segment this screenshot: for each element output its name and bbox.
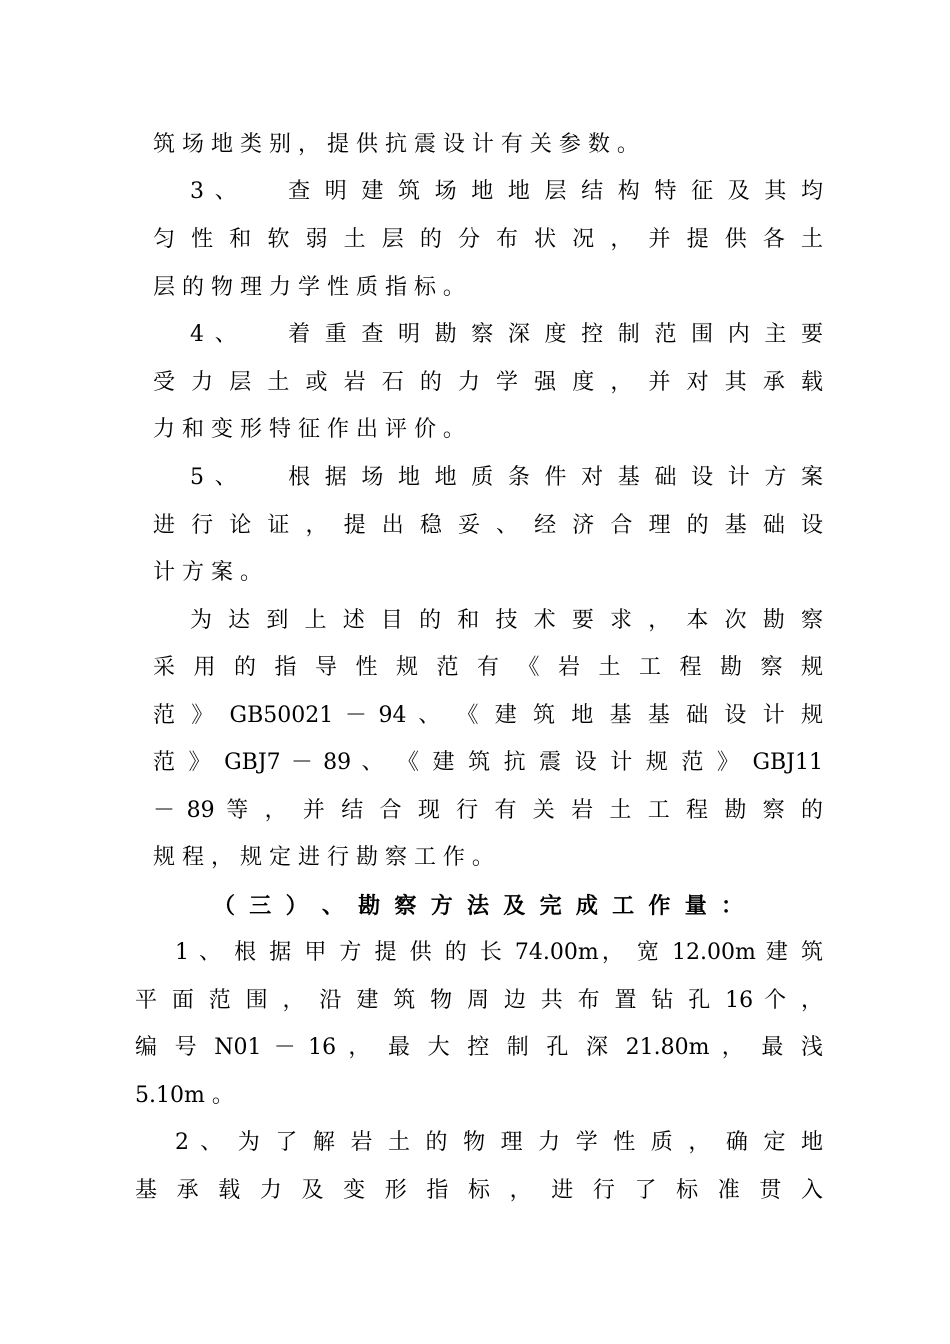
section-heading: （ 三 ） 、 勘 察 方 法 及 完 成 工 作 量 ： <box>213 893 743 919</box>
text-line: 计 方 案 。 <box>153 560 262 585</box>
text-line: 平 面 范 围 ， 沿 建 筑 物 周 边 共 布 置 钻 孔 16 个 ， <box>135 988 823 1013</box>
text-line: 编 号 N01 － 16 ， 最 大 控 制 孔 深 21.80m ， 最 浅 <box>135 1035 823 1060</box>
text-line: 基 承 载 力 及 变 形 指 标 ， 进 行 了 标 准 贯 入 <box>135 1178 823 1203</box>
text-line: 范 》 GB50021 － 94 、 《 建 筑 地 基 基 础 设 计 规 <box>153 703 823 728</box>
text-line: 匀 性 和 软 弱 土 层 的 分 布 状 况 ， 并 提 供 各 土 <box>153 227 823 252</box>
text-line: 受 力 层 土 或 岩 石 的 力 学 强 度 ， 并 对 其 承 载 <box>153 370 823 395</box>
text-line: 5.10m 。 <box>135 1083 234 1108</box>
text-line: 2 、 为 了 解 岩 土 的 物 理 力 学 性 质 ， 确 定 地 <box>175 1130 823 1155</box>
text-line: － 89 等 ， 并 结 合 现 行 有 关 岩 土 工 程 勘 察 的 <box>153 798 823 823</box>
text-line: 力 和 变 形 特 征 作 出 评 价 。 <box>153 417 465 442</box>
text-line: 1 、 根 据 甲 方 提 供 的 长 74.00m， 宽 12.00m 建 筑 <box>175 940 823 965</box>
text-line: 3 、 查 明 建 筑 场 地 地 层 结 构 特 征 及 其 均 <box>190 179 823 204</box>
text-line: 层 的 物 理 力 学 性 质 指 标 。 <box>153 275 465 300</box>
text-line: 筑 场 地 类 别 ， 提 供 抗 震 设 计 有 关 参 数 。 <box>153 132 639 157</box>
text-line: 5 、 根 据 场 地 地 质 条 件 对 基 础 设 计 方 案 <box>190 465 823 490</box>
text-line: 为 达 到 上 述 目 的 和 技 术 要 求 ， 本 次 勘 察 <box>190 608 823 633</box>
text-line: 范 》 GBJ7 － 89 、 《 建 筑 抗 震 设 计 规 范 》 GBJ11 <box>153 750 823 775</box>
text-line: 采 用 的 指 导 性 规 范 有 《 岩 土 工 程 勘 察 规 <box>153 655 823 680</box>
text-line: 4 、 着 重 查 明 勘 察 深 度 控 制 范 围 内 主 要 <box>190 322 823 347</box>
text-line: 规 程 ， 规 定 进 行 勘 察 工 作 。 <box>153 845 494 870</box>
text-line: 进 行 论 证 ， 提 出 稳 妥 、 经 济 合 理 的 基 础 设 <box>153 513 823 538</box>
